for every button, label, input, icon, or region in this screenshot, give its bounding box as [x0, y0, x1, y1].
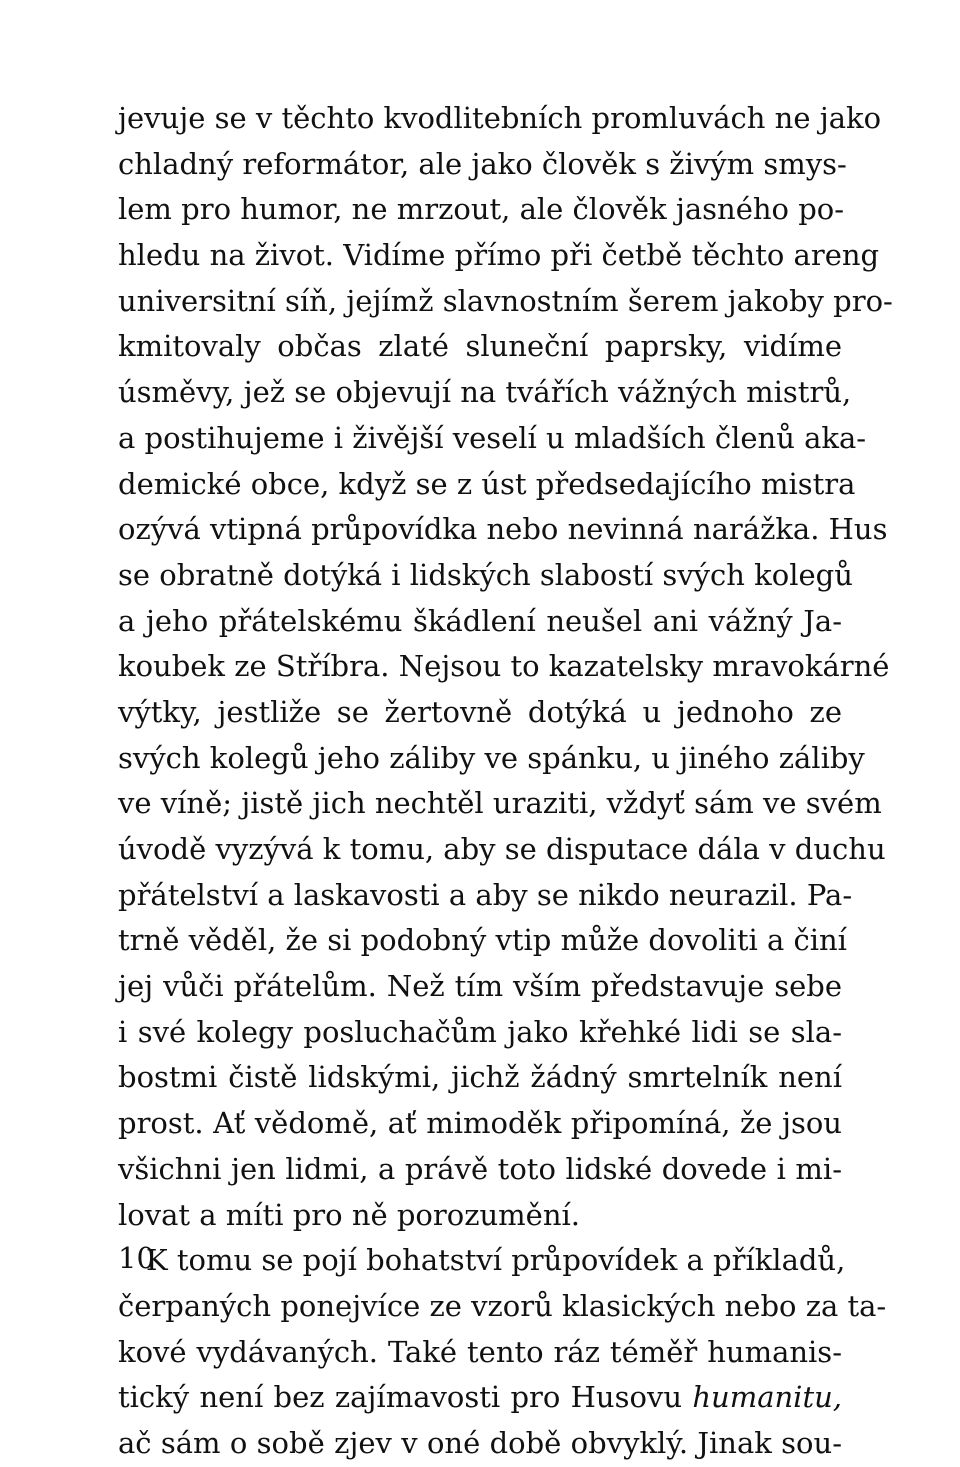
text-line: úvodě vyzývá k tomu, aby se disputace dála v duchu [118, 832, 886, 866]
paragraph-start-line: K tomu se pojí bohatství průpovídek a příkladů, [146, 1243, 846, 1278]
text-line: jevuje se v těchto kvodlitebních promluvách ne jako [118, 101, 882, 135]
text-line: přátelství a laskavosti a aby se nikdo neurazil. Pa- [118, 877, 853, 912]
text-line-segment: tický není bez zajímavosti pro Husovu [118, 1380, 683, 1415]
text-line: ozývá vtipná průpovídka nebo nevinná narážka. Hus [118, 512, 888, 547]
text-line: svých kolegů jeho záliby ve spánku, u jiného záliby [118, 740, 865, 775]
text-line: hledu na život. Vidíme přímo při četbě těchto areng [118, 238, 880, 273]
text-line: a postihujeme i živější veselí u mladších členů aka- [118, 420, 867, 455]
body-text [118, 96, 893, 1467]
text-line: bostmi čistě lidskými, jichž žádný smrtelník není [118, 1060, 842, 1095]
text-line: prost. Ať vědomě, ať mimoděk připomíná, že jsou [118, 1106, 842, 1141]
italic-word: humanitu, [692, 1380, 842, 1415]
text-line: čerpaných ponejvíce ze vzorů klasických nebo za ta- [118, 1288, 887, 1323]
text-line: ač sám o sobě zjev v oné době obvyklý. Jinak sou- [118, 1425, 842, 1460]
text-line: universitní síň, jejímž slavnostním šerem jakoby pro- [118, 283, 893, 318]
text-line: všichni jen lidmi, a právě toto lidské dovede i mi- [118, 1151, 842, 1186]
text-line: a jeho přátelskému škádlení neušel ani vážný Ja- [118, 603, 842, 638]
text-line: výtky, jestliže se žertovně dotýká u jednoho ze [118, 694, 842, 729]
text-line: demické obce, když se z úst předsedajícího mistra [118, 466, 856, 501]
text-line: chladný reformátor, ale jako člověk s živým smys- [118, 146, 847, 181]
text-line: úsměvy, jež se objevují na tvářích vážných mistrů, [118, 375, 852, 410]
text-line: kové vydávaných. Také tento ráz téměř humanis- [118, 1334, 842, 1369]
text-line-with-italic [118, 1375, 842, 1421]
text-line: i své kolegy posluchačům jako křehké lidi se sla- [118, 1014, 842, 1049]
text-line: koubek ze Stříbra. Nejsou to kazatelsky mravokárné [118, 649, 890, 684]
text-line: jej vůči přátelům. Než tím vším představuje sebe [118, 969, 842, 1004]
text-line: ve víně; jistě jich nechtěl uraziti, vždyť sám ve svém [118, 786, 882, 821]
text-line: lem pro humor, ne mrzout, ale člověk jasného po- [118, 192, 845, 227]
paragraph-end-line: lovat a míti pro ně porozumění. [118, 1197, 581, 1232]
text-line: kmitovaly občas zlaté sluneční paprsky, vidíme [118, 329, 842, 364]
page-number: 10 [118, 1241, 155, 1275]
text-line: se obratně dotýká i lidských slabostí svých kolegů [118, 557, 853, 592]
text-line: trně věděl, že si podobný vtip může dovoliti a činí [118, 923, 847, 958]
